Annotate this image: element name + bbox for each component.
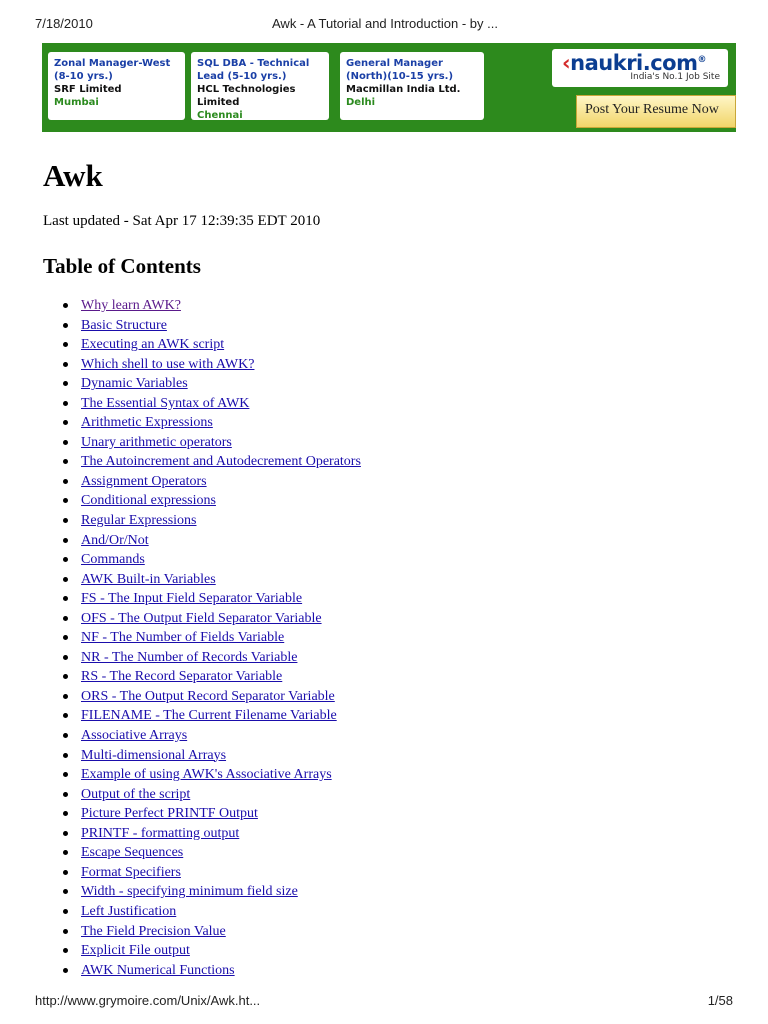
job-company: Macmillan India Ltd. bbox=[346, 84, 461, 95]
bullet-icon bbox=[63, 889, 68, 894]
toc-item bbox=[43, 394, 361, 414]
toc-item bbox=[43, 706, 361, 726]
job-city: Chennai bbox=[197, 110, 243, 121]
toc-link[interactable]: FS - The Input Field Separator Variable bbox=[81, 591, 303, 607]
toc-link[interactable]: Multi-dimensional Arrays bbox=[81, 747, 227, 763]
toc-link[interactable]: Picture Perfect PRINTF Output bbox=[81, 806, 258, 822]
toc-link[interactable]: Executing an AWK script bbox=[81, 337, 225, 353]
toc-link[interactable]: Explicit File output bbox=[81, 943, 190, 959]
job-company: HCL Technologies Limited bbox=[197, 84, 296, 108]
toc-link[interactable]: PRINTF - formatting output bbox=[81, 825, 240, 841]
bullet-icon bbox=[63, 674, 68, 679]
job-role: General Manager (North)(10-15 yrs.) bbox=[346, 58, 454, 82]
bullet-icon bbox=[63, 713, 68, 718]
bullet-icon bbox=[63, 968, 68, 973]
toc-item bbox=[43, 824, 361, 844]
toc-link[interactable]: NR - The Number of Records Variable bbox=[81, 649, 298, 665]
toc-link[interactable]: Conditional expressions bbox=[81, 493, 216, 509]
toc-link[interactable]: The Autoincrement and Autodecrement Operators bbox=[81, 454, 361, 470]
post-resume-button[interactable]: Post Your Resume Now bbox=[576, 95, 736, 128]
bullet-icon bbox=[63, 596, 68, 601]
bullet-icon bbox=[63, 831, 68, 836]
bullet-icon bbox=[63, 616, 68, 621]
toc-item bbox=[43, 746, 361, 766]
toc-link[interactable]: Unary arithmetic operators bbox=[81, 434, 232, 450]
toc-item bbox=[43, 511, 361, 531]
bullet-icon bbox=[63, 538, 68, 543]
job-city: Mumbai bbox=[54, 97, 99, 108]
toc-link[interactable]: Width - specifying minimum field size bbox=[81, 884, 298, 900]
toc-item bbox=[43, 765, 361, 785]
job-ad-banner[interactable] bbox=[42, 43, 736, 132]
print-date: 7/18/2010 bbox=[35, 16, 93, 31]
bullet-icon bbox=[63, 401, 68, 406]
print-page-title: Awk - A Tutorial and Introduction - by ... bbox=[272, 16, 498, 31]
naukri-logo[interactable] bbox=[552, 49, 728, 87]
bullet-icon bbox=[63, 557, 68, 562]
bullet-icon bbox=[63, 577, 68, 582]
toc-link[interactable]: Regular Expressions bbox=[81, 513, 197, 529]
toc-link[interactable]: Associative Arrays bbox=[81, 728, 188, 744]
page-count: 1/58 bbox=[707, 993, 733, 1008]
toc-link[interactable]: Example of using AWK's Associative Arrays bbox=[81, 767, 332, 783]
toc-item bbox=[43, 785, 361, 805]
bullet-icon bbox=[63, 929, 68, 934]
bullet-icon bbox=[63, 459, 68, 464]
bullet-icon bbox=[63, 323, 68, 328]
toc-item bbox=[43, 413, 361, 433]
toc-link[interactable]: Commands bbox=[81, 552, 145, 568]
toc-link[interactable]: And/Or/Not bbox=[81, 532, 149, 548]
bullet-icon bbox=[63, 362, 68, 367]
toc-link[interactable]: Format Specifiers bbox=[81, 864, 181, 880]
toc-link[interactable]: Left Justification bbox=[81, 903, 177, 919]
toc-item bbox=[43, 316, 361, 336]
toc-item bbox=[43, 550, 361, 570]
toc-link[interactable]: The Essential Syntax of AWK bbox=[81, 395, 250, 411]
bullet-icon bbox=[63, 909, 68, 914]
bullet-icon bbox=[63, 498, 68, 503]
toc-item bbox=[43, 804, 361, 824]
toc-item bbox=[43, 374, 361, 394]
toc-link[interactable]: Dynamic Variables bbox=[81, 376, 188, 392]
bullet-icon bbox=[63, 772, 68, 777]
bullet-icon bbox=[63, 518, 68, 523]
toc-link[interactable]: NF - The Number of Fields Variable bbox=[81, 630, 285, 646]
bullet-icon bbox=[63, 948, 68, 953]
toc-item bbox=[43, 726, 361, 746]
toc-item bbox=[43, 902, 361, 922]
toc-item bbox=[43, 589, 361, 609]
job-card-1[interactable] bbox=[48, 52, 185, 120]
last-updated: Last updated - Sat Apr 17 12:39:35 EDT 2010 bbox=[43, 213, 321, 229]
bullet-icon bbox=[63, 479, 68, 484]
toc-item bbox=[43, 335, 361, 355]
toc-item bbox=[43, 882, 361, 902]
job-card-3[interactable] bbox=[340, 52, 484, 120]
toc-item bbox=[43, 296, 361, 316]
toc-link[interactable]: Why learn AWK? bbox=[81, 298, 181, 313]
bullet-icon bbox=[63, 850, 68, 855]
job-role: SQL DBA - Technical Lead (5-10 yrs.) bbox=[197, 58, 310, 82]
toc-item bbox=[43, 961, 361, 981]
job-card-2[interactable] bbox=[191, 52, 329, 120]
toc-link[interactable]: Basic Structure bbox=[81, 317, 167, 333]
toc-link[interactable]: OFS - The Output Field Separator Variable bbox=[81, 610, 322, 626]
toc-link[interactable]: Assignment Operators bbox=[81, 473, 207, 489]
print-url: http://www.grymoire.com/Unix/Awk.ht... bbox=[35, 993, 261, 1008]
toc-heading: Table of Contents bbox=[43, 254, 201, 278]
bullet-icon bbox=[63, 811, 68, 816]
toc-item bbox=[43, 863, 361, 883]
toc-item bbox=[43, 609, 361, 629]
job-role: Zonal Manager-West (8-10 yrs.) bbox=[54, 58, 171, 82]
job-city: Delhi bbox=[346, 97, 376, 108]
toc-item bbox=[43, 433, 361, 453]
naukri-logo-text: ‹naukri.com® bbox=[562, 51, 706, 75]
bullet-icon bbox=[63, 381, 68, 386]
toc-item bbox=[43, 922, 361, 942]
toc-link[interactable]: AWK Numerical Functions bbox=[81, 962, 235, 978]
bullet-icon bbox=[63, 870, 68, 875]
toc-item bbox=[43, 628, 361, 648]
toc-item bbox=[43, 531, 361, 551]
naukri-tagline: India's No.1 Job Site bbox=[630, 72, 720, 82]
bullet-icon bbox=[63, 342, 68, 347]
toc-item bbox=[43, 648, 361, 668]
bullet-icon bbox=[63, 792, 68, 797]
job-company: SRF Limited bbox=[54, 84, 122, 95]
toc-item bbox=[43, 452, 361, 472]
print-header bbox=[0, 0, 768, 40]
toc-item bbox=[43, 491, 361, 511]
toc-item bbox=[43, 687, 361, 707]
bullet-icon bbox=[63, 733, 68, 738]
toc-item bbox=[43, 472, 361, 492]
bullet-icon bbox=[63, 303, 68, 308]
table-of-contents bbox=[43, 296, 361, 980]
toc-link[interactable]: ORS - The Output Record Separator Variable bbox=[81, 688, 335, 704]
toc-link[interactable]: Escape Sequences bbox=[81, 845, 184, 861]
bullet-icon bbox=[63, 440, 68, 445]
toc-link[interactable]: The Field Precision Value bbox=[81, 923, 226, 939]
bullet-icon bbox=[63, 753, 68, 758]
toc-link[interactable]: FILENAME - The Current Filename Variable bbox=[81, 708, 337, 724]
bullet-icon bbox=[63, 635, 68, 640]
toc-link[interactable]: Which shell to use with AWK? bbox=[81, 356, 255, 372]
page-title: Awk bbox=[43, 158, 103, 193]
toc-link[interactable]: AWK Built-in Variables bbox=[81, 571, 216, 587]
toc-item bbox=[43, 570, 361, 590]
bullet-icon bbox=[63, 420, 68, 425]
bullet-icon bbox=[63, 694, 68, 699]
bullet-icon bbox=[63, 655, 68, 660]
toc-link[interactable]: RS - The Record Separator Variable bbox=[81, 669, 283, 685]
toc-item bbox=[43, 355, 361, 375]
toc-item bbox=[43, 941, 361, 961]
toc-link[interactable]: Output of the script bbox=[81, 786, 191, 802]
toc-link[interactable]: Arithmetic Expressions bbox=[81, 415, 213, 431]
toc-item bbox=[43, 667, 361, 687]
toc-item bbox=[43, 843, 361, 863]
